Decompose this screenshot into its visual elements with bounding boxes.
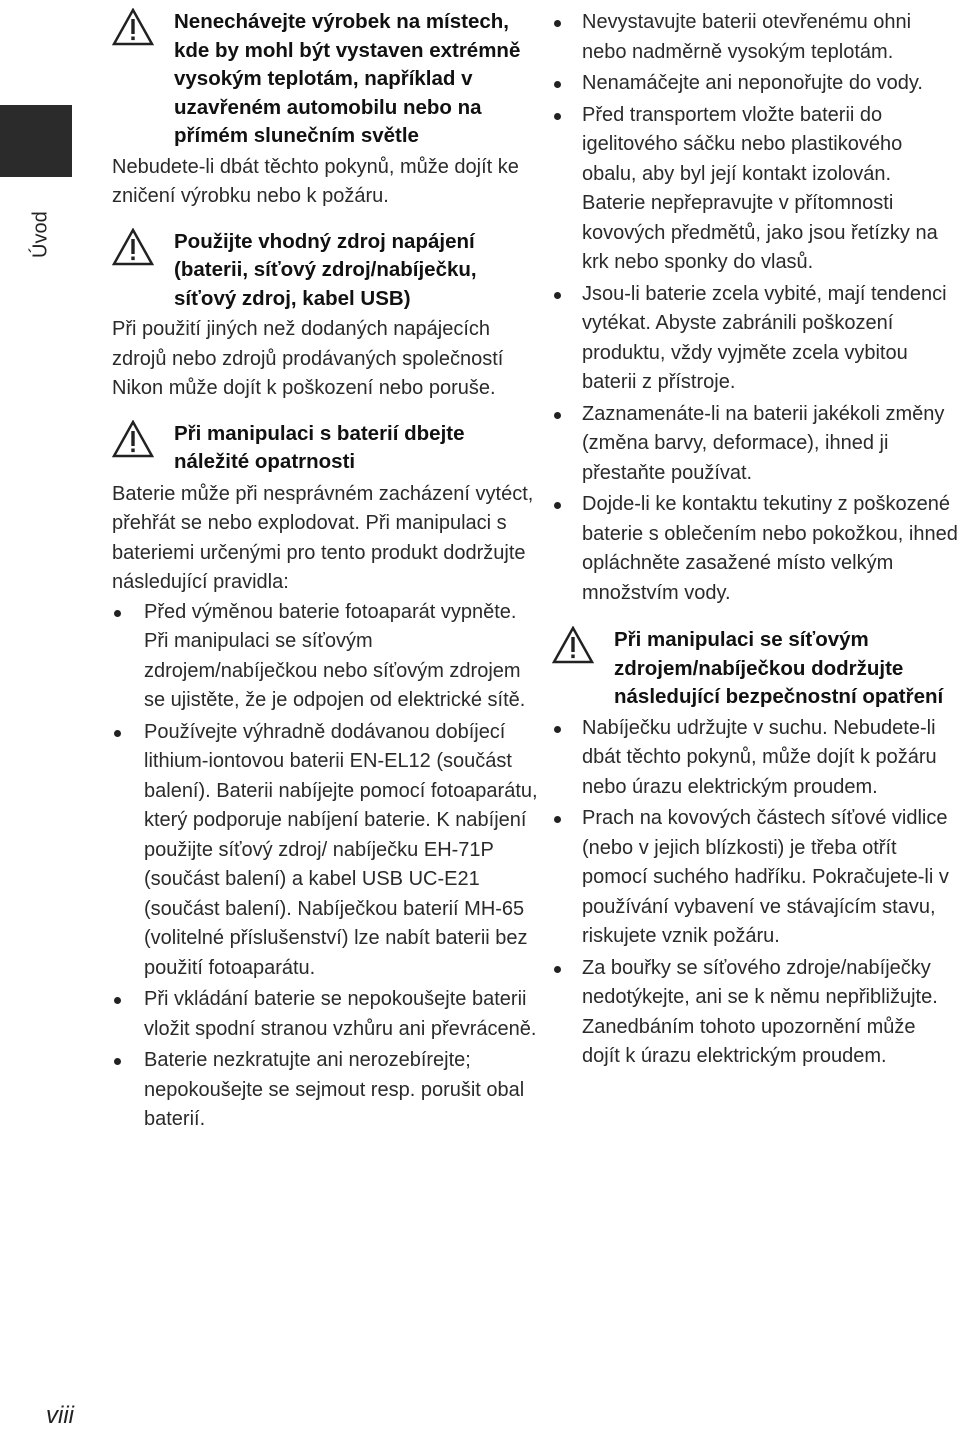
warning-title: Při manipulaci s baterií dbejte náležité opatrnosti xyxy=(174,421,465,473)
chapter-tab-block xyxy=(0,105,72,177)
list-item: Za bouřky se síťového zdroje/nabíječky nedotýkejte, ani se k němu nepřibližujte. Zanedbáním tohoto upozornění může dojít k úrazu elektrickým proudem. xyxy=(552,954,958,1072)
right-column xyxy=(552,8,958,1088)
list-item: Nenamáčejte ani neponořujte do vody. xyxy=(552,69,958,99)
warning-triangle-icon xyxy=(552,626,614,684)
warning-section-power xyxy=(112,228,542,404)
bullet-list xyxy=(552,8,958,608)
list-item: Používejte výhradně dodávanou dobíjecí lithium-iontovou baterii EN-EL12 (součást balení). Baterii nabíjejte pomocí fotoaparátu, který podporuje nabíjení baterie. K nabíjení použijte síťový zdroj/ nabíječku EH-71P (součást balení) a kabel USB UC-E21 (součást balení). Nabíječkou baterií MH-65 (volitelné příslušenství) lze nabít baterii bez použití fotoaparátu. xyxy=(112,718,542,984)
warning-paragraph: Nebudete-li dbát těchto pokynů, může dojít ke zničení výrobku nebo k požáru. xyxy=(112,155,519,207)
list-item: Baterie nezkratujte ani nerozebírejte; nepokoušejte se sejmout resp. porušit obal baterií. xyxy=(112,1046,542,1135)
warning-triangle-icon xyxy=(112,8,174,66)
list-item: Před transportem vložte baterii do igelitového sáčku nebo plastikového obalu, aby byl její kontakt izolován. Baterie nepřepravujte v přítomnosti kovových předmětů, jako jsou řetízky na krk nebo sponky do vlasů. xyxy=(552,101,958,278)
bullet-list xyxy=(552,714,958,1072)
warning-triangle-icon xyxy=(112,420,174,478)
list-item: Nabíječku udržujte v suchu. Nebudete-li dbát těchto pokynů, může dojít k požáru nebo úrazu elektrickým proudem. xyxy=(552,714,958,803)
warning-section-battery xyxy=(112,420,542,1135)
list-item: Nevystavujte baterii otevřenému ohni nebo nadměrně vysokým teplotám. xyxy=(552,8,958,67)
warning-title: Nenechávejte výrobek na místech, kde by mohl být vystaven extrémně vysokým teplotám, například v uzavřeném automobilu nebo na přímém slunečním světle xyxy=(174,10,521,147)
list-item: Dojde-li ke kontaktu tekutiny z poškozené baterie s oblečením nebo pokožkou, ihned opláchněte zasažené místo velkým množstvím vody. xyxy=(552,490,958,608)
warning-title: Použijte vhodný zdroj napájení (baterii, síťový zdroj/nabíječku, síťový zdroj, kabel USB) xyxy=(174,229,477,310)
list-item: Prach na kovových částech síťové vidlice (nebo v jejich blízkosti) je třeba otřít pomocí suchého hadříku. Pokračujete-li v používání vybavení ve stávajícím stavu, riskujete vznik požáru. xyxy=(552,804,958,952)
list-item: Před výměnou baterie fotoaparát vypněte. Při manipulaci se síťovým zdrojem/nabíječkou nebo síťovým zdrojem se ujistěte, že je odpojen od elektrické sítě. xyxy=(112,598,542,716)
list-item: Zaznamenáte-li na baterii jakékoli změny (změna barvy, deformace), ihned ji přestaňte používat. xyxy=(552,400,958,489)
warning-triangle-icon xyxy=(112,228,174,286)
warning-paragraph: Při použití jiných než dodaných napájecích zdrojů nebo zdrojů prodávaných společností Nikon může dojít k poškození nebo poruše. xyxy=(112,318,504,399)
bullet-list xyxy=(112,598,542,1135)
warning-paragraph: Baterie může při nesprávném zacházení vytéct, přehřát se nebo explodovat. Při manipulaci s bateriemi určenými pro tento produkt dodržujte následující pravidla: xyxy=(112,482,534,593)
warning-title: Při manipulaci se síťovým zdrojem/nabíječkou dodržujte následující bezpečnostní opatření xyxy=(614,628,944,708)
left-column xyxy=(112,8,542,1151)
warning-section-charger xyxy=(552,626,958,1072)
list-item: Při vkládání baterie se nepokoušejte baterii vložit spodní stranou vzhůru ani převráceně. xyxy=(112,985,542,1044)
warning-section-heat xyxy=(112,8,542,212)
page-number: viii xyxy=(46,1402,74,1429)
list-item: Jsou-li baterie zcela vybité, mají tendenci vytékat. Abyste zabránili poškození produktu, vždy vyjměte zcela vybitou baterii z přístroje. xyxy=(552,280,958,398)
chapter-tab-label: Úvod xyxy=(29,211,52,259)
